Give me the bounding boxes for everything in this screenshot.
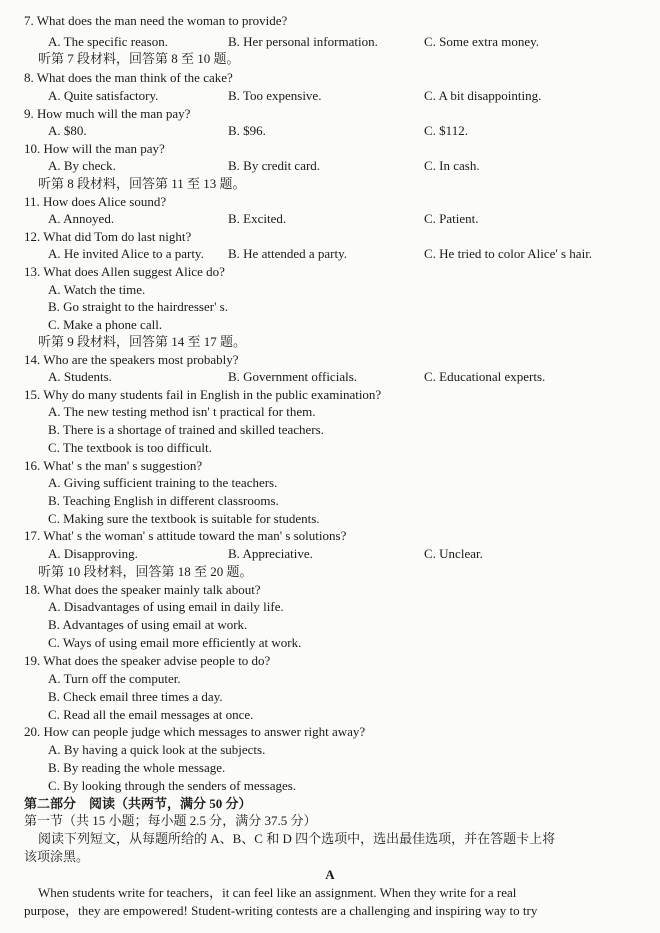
question-20 — [0, 723, 660, 741]
option-b: B. Too expensive. — [228, 88, 322, 103]
option-b: B. Go straight to the hairdresser' s. — [48, 299, 228, 314]
option-c: C. A bit disappointing. — [424, 88, 542, 103]
question-19 — [0, 652, 660, 670]
question-stem: 8. What does the man think of the cake? — [24, 70, 233, 85]
passage-label-row — [0, 866, 660, 884]
option-13c — [0, 316, 660, 334]
option-16a — [0, 474, 660, 492]
option-20a — [0, 741, 660, 759]
option-15a — [0, 403, 660, 421]
option-16c — [0, 510, 660, 528]
question-10 — [0, 140, 660, 158]
option-15b — [0, 421, 660, 439]
option-a: A. Turn off the computer. — [48, 671, 181, 686]
question-15 — [0, 386, 660, 404]
option-c: C. Ways of using email more efficiently at work. — [48, 635, 302, 650]
question-12 — [0, 228, 660, 246]
question-9 — [0, 105, 660, 123]
option-20c — [0, 777, 660, 795]
passage-text: When students write for teachers，it can feel like an assignment. When they write for a real — [38, 885, 517, 900]
options-8 — [0, 87, 660, 105]
option-a: A. Students. — [48, 369, 112, 384]
option-a: A. Disapproving. — [48, 546, 138, 561]
option-c: C. Making sure the textbook is suitable for students. — [48, 511, 320, 526]
passage-text: purpose，they are empowered! Student-writing contests are a challenging and inspiring way to try — [24, 903, 538, 918]
question-18 — [0, 581, 660, 599]
question-16 — [0, 457, 660, 475]
option-19b — [0, 688, 660, 706]
passage-line-2 — [0, 902, 660, 920]
option-18c — [0, 634, 660, 652]
option-b: B. Check email three times a day. — [48, 689, 223, 704]
option-c: C. Read all the email messages at once. — [48, 707, 254, 722]
question-stem: 19. What does the speaker advise people to do? — [24, 653, 271, 668]
option-c: C. He tried to color Alice' s hair. — [424, 246, 593, 261]
question-11 — [0, 193, 660, 211]
options-11 — [0, 210, 660, 228]
option-15c — [0, 439, 660, 457]
instructions-text: 该项涂黑。 — [24, 849, 90, 864]
question-stem: 17. What' s the woman' s attitude toward the man' s solutions? — [24, 528, 347, 543]
question-7 — [0, 12, 660, 30]
question-stem: 12. What did Tom do last night? — [24, 229, 192, 244]
question-stem: 9. How much will the man pay? — [24, 106, 191, 121]
options-9 — [0, 122, 660, 140]
option-b: B. There is a shortage of trained and skilled teachers. — [48, 422, 324, 437]
option-a: A. Disadvantages of using email in daily life. — [48, 599, 284, 614]
question-13 — [0, 263, 660, 281]
section-title: 第一节（共 15 小题；每小题 2.5 分，满分 37.5 分） — [24, 813, 317, 828]
option-a: A. Giving sufficient training to the teachers. — [48, 475, 278, 490]
option-20b — [0, 759, 660, 777]
option-a: A. By having a quick look at the subjects. — [48, 742, 266, 757]
option-b: B. Excited. — [228, 211, 287, 226]
section-instruction: 听第 10 段材料，回答第 18 至 20 题。 — [38, 564, 253, 579]
option-c: C. Make a phone call. — [48, 317, 163, 332]
option-c: C. Patient. — [424, 211, 479, 226]
option-b: B. By reading the whole message. — [48, 760, 226, 775]
option-b: B. Teaching English in different classrooms. — [48, 493, 279, 508]
option-13b — [0, 298, 660, 316]
option-c: C. The textbook is too difficult. — [48, 440, 212, 455]
option-a: A. He invited Alice to a party. — [48, 246, 204, 261]
option-a: A. The specific reason. — [48, 34, 168, 49]
option-a: A. The new testing method isn' t practical for them. — [48, 404, 316, 419]
section-heading-9 — [0, 333, 660, 351]
question-stem: 7. What does the man need the woman to provide? — [24, 13, 288, 28]
option-a: A. By check. — [48, 158, 116, 173]
option-c: C. Some extra money. — [424, 34, 540, 49]
question-stem: 16. What' s the man' s suggestion? — [24, 458, 203, 473]
options-12 — [0, 245, 660, 263]
part-title: 第二部分 阅读（共两节，满分 50 分） — [24, 796, 252, 811]
question-stem: 13. What does Allen suggest Alice do? — [24, 264, 225, 279]
question-stem: 20. How can people judge which messages to answer right away? — [24, 724, 366, 739]
option-c: C. Unclear. — [424, 546, 483, 561]
option-a: A. Quite satisfactory. — [48, 88, 159, 103]
option-a: A. Annoyed. — [48, 211, 115, 226]
part-two-heading — [0, 795, 660, 813]
option-a: A. $80. — [48, 123, 87, 138]
option-b: B. Her personal information. — [228, 34, 378, 49]
question-stem: 15. Why do many students fail in English in the public examination? — [24, 387, 382, 402]
option-b: B. Government officials. — [228, 369, 358, 384]
option-c: C. By looking through the senders of messages. — [48, 778, 297, 793]
question-stem: 11. How does Alice sound? — [24, 194, 167, 209]
question-stem: 18. What does the speaker mainly talk about? — [24, 582, 261, 597]
option-19a — [0, 670, 660, 688]
section-instruction: 听第 9 段材料，回答第 14 至 17 题。 — [38, 334, 247, 349]
option-c: C. In cash. — [424, 158, 480, 173]
options-17 — [0, 545, 660, 563]
section-instruction: 听第 7 段材料，回答第 8 至 10 题。 — [38, 51, 240, 66]
option-c: C. $112. — [424, 123, 468, 138]
instructions-line-1 — [0, 830, 660, 848]
option-b: B. He attended a party. — [228, 246, 347, 261]
option-18b — [0, 616, 660, 634]
option-a: A. Watch the time. — [48, 282, 146, 297]
option-19c — [0, 706, 660, 724]
passage-line-1 — [0, 884, 660, 902]
instructions-text: 阅读下列短文，从每题所给的 A、B、C 和 D 四个选项中，选出最佳选项，并在答题卡上将 — [38, 831, 556, 846]
question-17 — [0, 527, 660, 545]
section-heading-8 — [0, 175, 660, 193]
question-stem: 14. Who are the speakers most probably? — [24, 352, 239, 367]
option-18a — [0, 598, 660, 616]
question-14 — [0, 351, 660, 369]
option-16b — [0, 492, 660, 510]
option-b: B. By credit card. — [228, 158, 321, 173]
options-10 — [0, 157, 660, 175]
option-b: B. Appreciative. — [228, 546, 313, 561]
passage-label: A — [325, 867, 335, 882]
section-heading-7 — [0, 50, 660, 68]
question-8 — [0, 69, 660, 87]
option-c: C. Educational experts. — [424, 369, 546, 384]
option-13a — [0, 281, 660, 299]
options-7 — [0, 33, 660, 51]
option-b: B. Advantages of using email at work. — [48, 617, 248, 632]
section-instruction: 听第 8 段材料，回答第 11 至 13 题。 — [38, 176, 246, 191]
options-14 — [0, 368, 660, 386]
part-two-section-one — [0, 812, 660, 830]
option-b: B. $96. — [228, 123, 266, 138]
instructions-line-2 — [0, 848, 660, 866]
section-heading-10 — [0, 563, 660, 581]
question-stem: 10. How will the man pay? — [24, 141, 165, 156]
